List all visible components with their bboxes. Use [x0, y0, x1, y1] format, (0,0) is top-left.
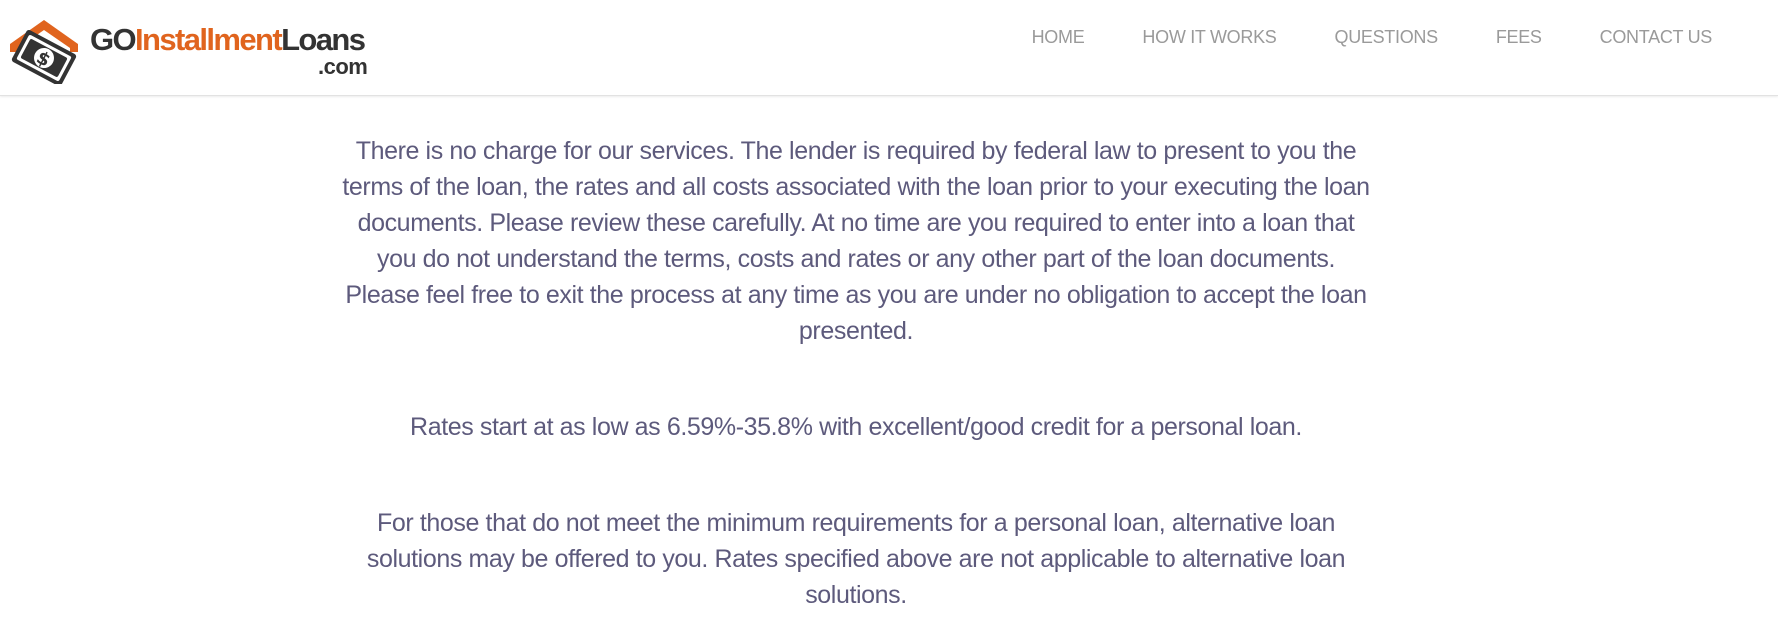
svg-text:$: $	[32, 47, 54, 72]
alternative-loans-paragraph: For those that do not meet the minimum requirements for a personal loan, alternative loan solutions may be offered to you. Rates specified above are not applicable to alternative loan solutions.	[366, 509, 1346, 609]
main-content	[340, 133, 1372, 613]
main-nav	[974, 26, 1712, 48]
logo-wordmark: GOInstallmentLoans	[90, 22, 365, 57]
site-header	[0, 0, 1778, 96]
nav-home[interactable]: HOME	[1031, 27, 1085, 47]
logo-tld: .com	[318, 54, 368, 79]
money-house-logo-icon	[4, 14, 84, 84]
nav-how-it-works[interactable]: HOW IT WORKS	[1142, 27, 1277, 47]
nav-fees[interactable]: FEES	[1495, 27, 1542, 47]
rates-paragraph: Rates start at as low as 6.59%-35.8% with excellent/good credit for a personal loan.	[410, 413, 1302, 441]
nav-contact-us[interactable]: CONTACT US	[1599, 27, 1712, 47]
nav-questions[interactable]: QUESTIONS	[1334, 27, 1438, 47]
services-charge-paragraph: There is no charge for our services. The lender is required by federal law to present to you the terms of the loan, the rates and all costs associated with the loan prior to your executing the loan documents. Please review these carefully. At no time are you required to enter into a loan that you do not understand the terms, costs and rates or any other part of the loan documents. Please feel free to exit the process at any time as you are under no obligation to accept the loan presented.	[342, 137, 1370, 345]
